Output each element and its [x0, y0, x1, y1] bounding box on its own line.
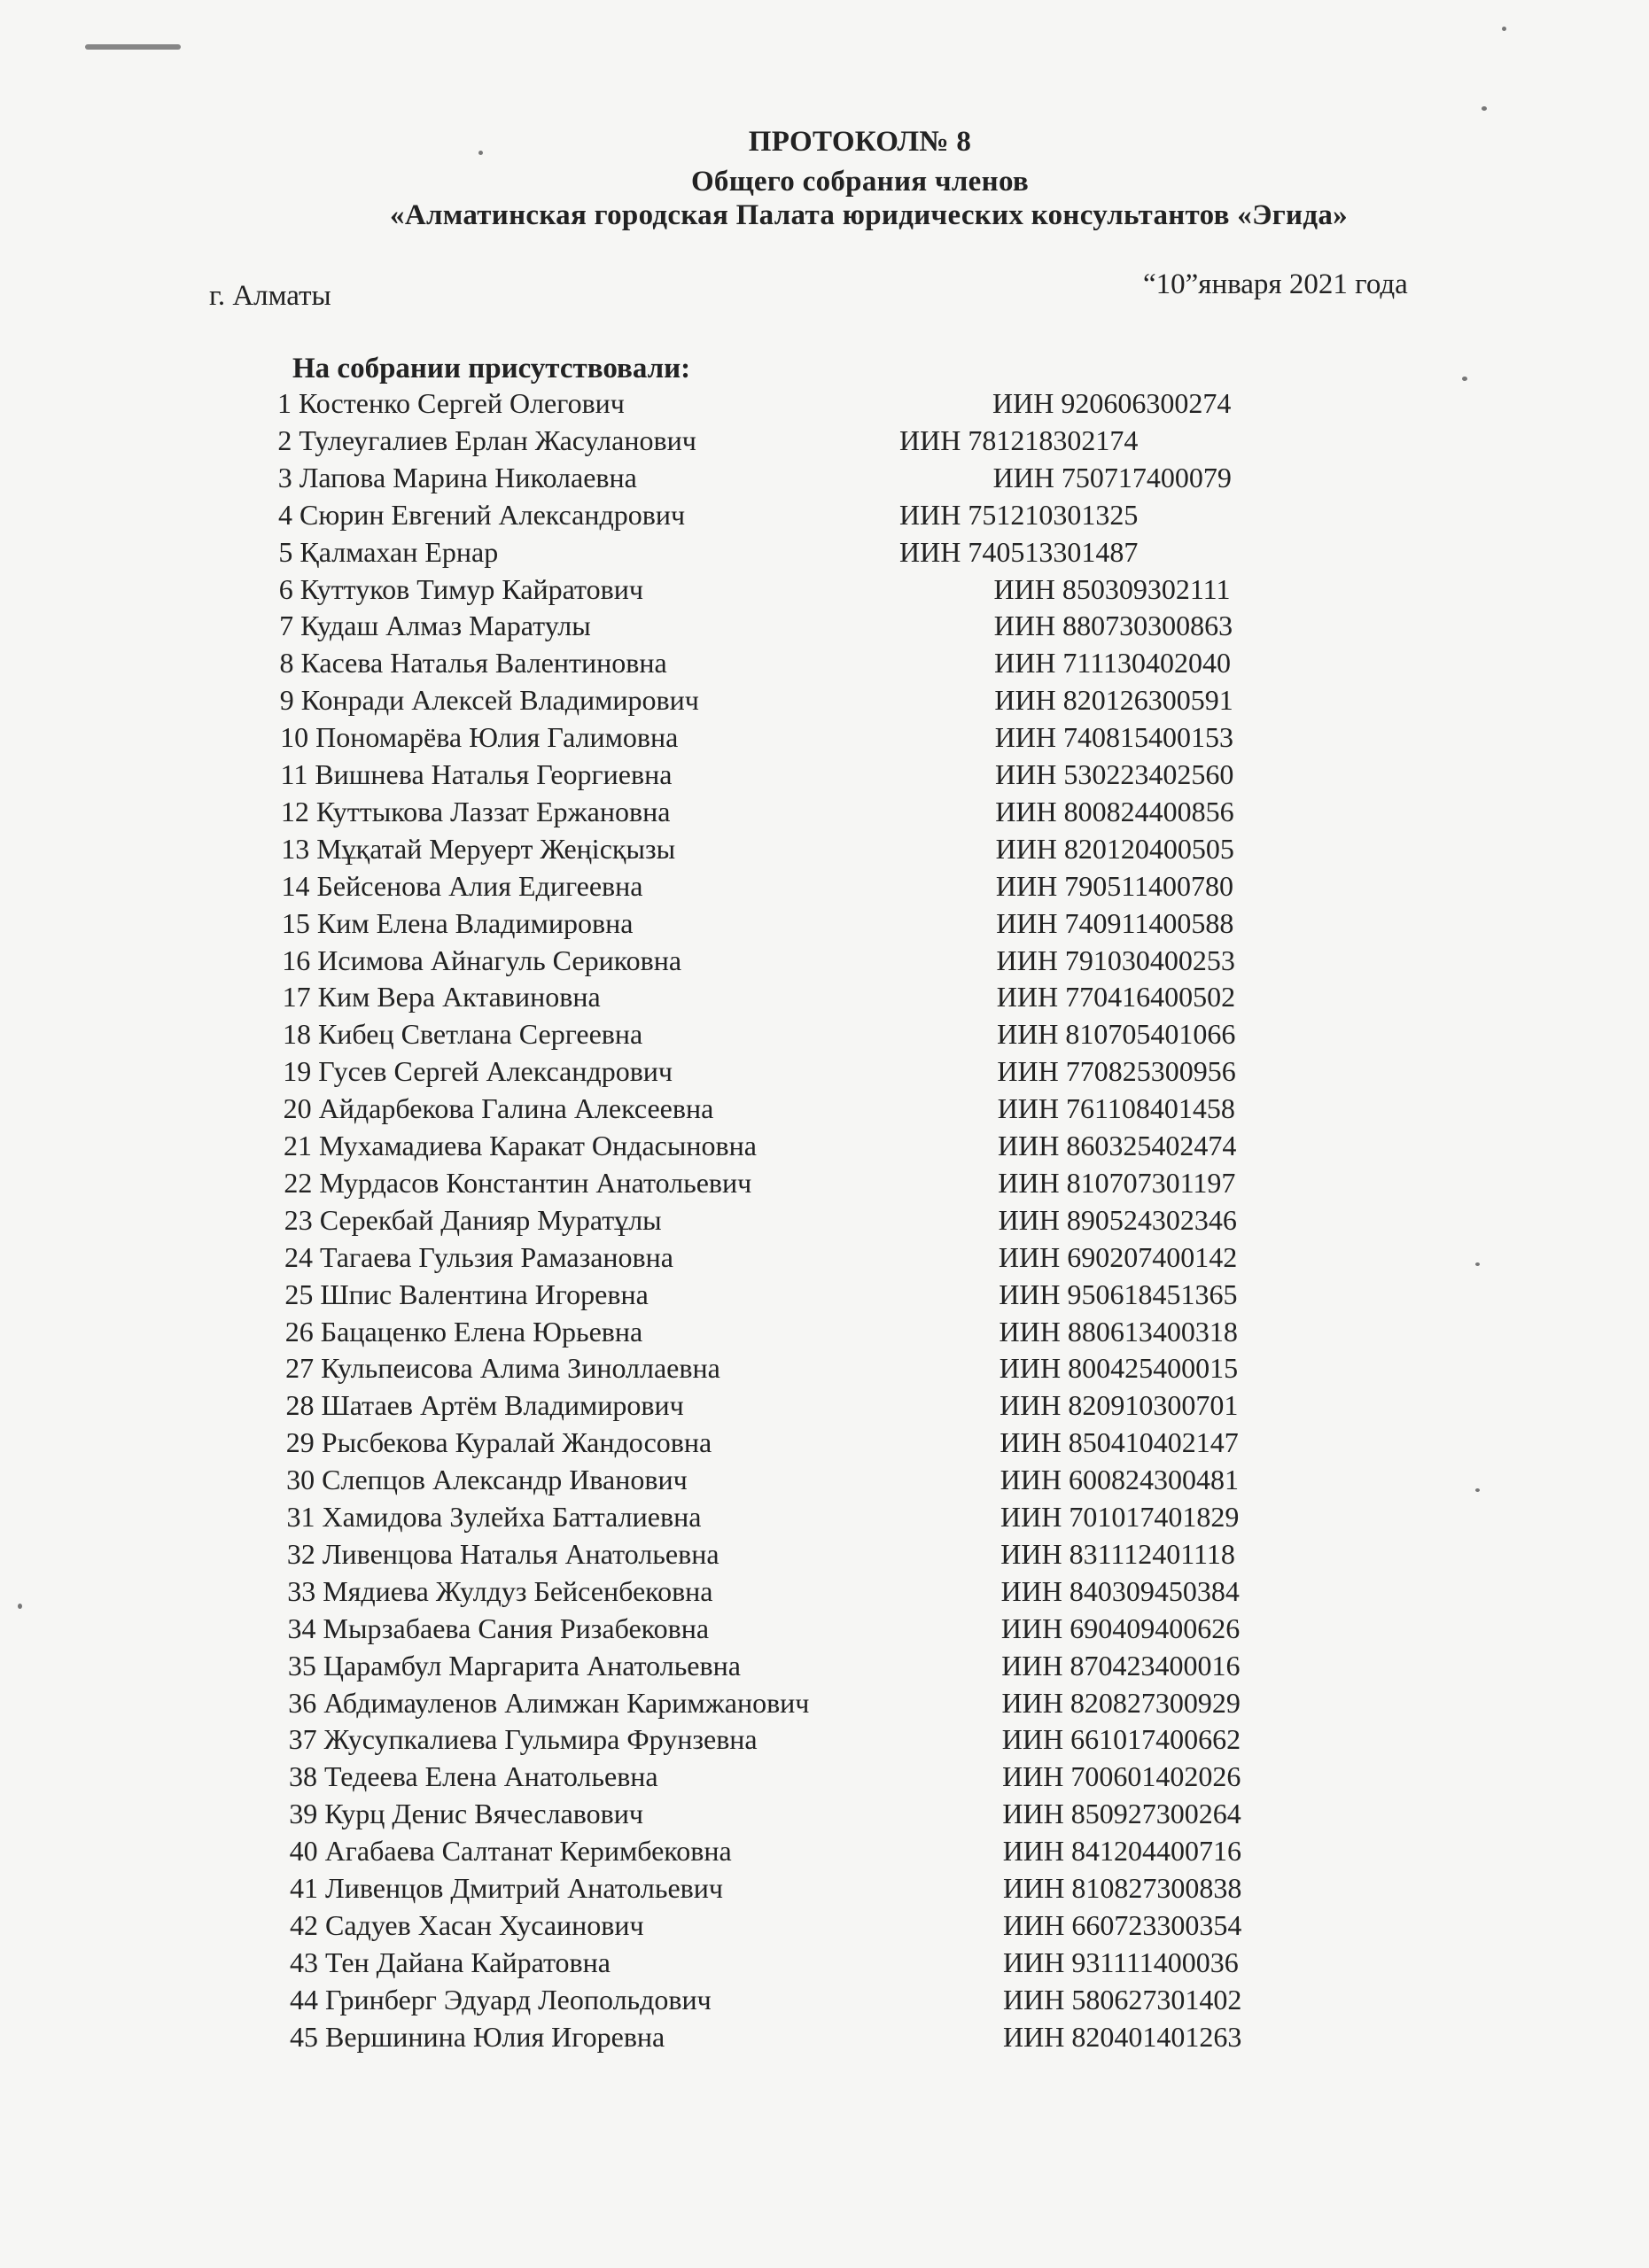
attendee-row	[279, 573, 1303, 609]
attendee-iin: ИИН 600824300481	[1000, 1464, 1240, 1496]
attendee-row	[289, 1723, 1303, 1759]
attendee-name: 17 Ким Вера Актавиновна	[282, 981, 601, 1014]
attendee-name: 30 Слепцов Александр Иванович	[286, 1464, 688, 1496]
attendee-row	[281, 833, 1303, 868]
attendee-row	[288, 1612, 1303, 1648]
attendee-row	[289, 1798, 1303, 1833]
attendee-row	[282, 907, 1303, 943]
attendee-iin: ИИН 700601402026	[1002, 1760, 1241, 1793]
attendee-iin: ИИН 690409400626	[1000, 1612, 1241, 1644]
attendee-name: 6 Куттуков Тимур Кайратович	[278, 572, 643, 605]
attendees-heading: На собрании присутствовали:	[292, 353, 691, 384]
attendee-row	[287, 1575, 1303, 1611]
attendee-iin: ИИН 701017401829	[1000, 1501, 1240, 1533]
attendee-name: 20 Айдарбекова Галина Алексеевна	[283, 1092, 714, 1125]
document-subtitle: Общего собрания членов	[690, 166, 1030, 198]
document-date: “10”января 2021 года	[1143, 268, 1408, 300]
attendee-name: 42 Садуев Хасан Хусаинович	[290, 1908, 644, 1941]
attendee-row	[286, 1464, 1303, 1499]
attendee-name: 25 Шпис Валентина Игоревна	[284, 1278, 649, 1310]
attendee-iin: ИИН 800824400856	[995, 795, 1234, 827]
attendee-iin: ИИН 840309450384	[1000, 1574, 1240, 1607]
attendee-iin: ИИН 750717400079	[992, 461, 1232, 493]
attendee-name: 44 Гринберг Эдуард Леопольдович	[290, 1983, 712, 2016]
attendee-iin: ИИН 530223402560	[995, 758, 1234, 790]
attendee-name: 32 Ливенцова Наталья Анатольевна	[286, 1537, 719, 1570]
attendee-row	[284, 1278, 1303, 1314]
attendee-iin: ИИН 580627301402	[1003, 1983, 1242, 2016]
attendee-name: 10 Пономарёва Юлия Галимовна	[280, 721, 679, 754]
attendee-iin: ИИН 920606300274	[992, 387, 1232, 419]
attendee-name: 26 Бацаценко Елена Юрьевна	[284, 1315, 643, 1348]
attendee-name: 7 Кудаш Алмаз Маратулы	[279, 610, 591, 642]
attendee-iin: ИИН 761108401458	[997, 1092, 1235, 1125]
attendee-row	[285, 1389, 1303, 1425]
city-label: г. Алматы	[209, 280, 331, 312]
attendee-iin: ИИН 791030400253	[996, 944, 1235, 976]
attendee-row	[284, 1167, 1303, 1202]
attendee-row	[278, 536, 1303, 571]
attendee-name: 5 Қалмахан Ернар	[278, 535, 499, 568]
attendee-row	[283, 1055, 1303, 1091]
attendee-iin: ИИН 850927300264	[1002, 1798, 1241, 1830]
attendee-row	[290, 2021, 1303, 2056]
attendee-iin: ИИН 950618451365	[999, 1278, 1238, 1310]
attendee-name: 40 Агабаева Салтанат Керимбековна	[289, 1835, 732, 1868]
attendee-name: 14 Бейсенова Алия Едигеевна	[281, 869, 643, 902]
attendee-iin: ИИН 820401401263	[1003, 2020, 1242, 2053]
attendee-row	[284, 1092, 1303, 1128]
attendee-iin: ИИН 810705401066	[997, 1018, 1236, 1051]
attendee-row	[287, 1501, 1303, 1536]
attendee-row	[278, 499, 1303, 534]
attendee-iin: ИИН 850410402147	[1000, 1426, 1239, 1459]
attendee-name: 41 Ливенцов Дмитрий Анатольевич	[290, 1872, 723, 1904]
attendee-iin: ИИН 820910300701	[1000, 1389, 1239, 1422]
attendee-iin: ИИН 931111400036	[1003, 1946, 1239, 1978]
attendee-name: 37 Жусупкалиева Гульмира Фрунзевна	[288, 1723, 758, 1756]
attendee-row	[286, 1426, 1303, 1462]
attendee-iin: ИИН 880613400318	[999, 1315, 1238, 1348]
attendee-name: 24 Тагаева Гульзия Рамазановна	[284, 1240, 673, 1273]
attendee-iin: ИИН 690207400142	[998, 1240, 1238, 1273]
attendee-iin: ИИН 740815400153	[994, 721, 1234, 754]
attendee-row	[285, 1316, 1303, 1351]
attendee-row	[290, 1984, 1303, 2019]
attendee-iin: ИИН 870423400016	[1001, 1649, 1241, 1682]
attendee-name: 1 Костенко Сергей Олегович	[277, 387, 625, 419]
attendee-name: 29 Рысбекова Куралай Жандосовна	[285, 1426, 712, 1459]
attendee-name: 11 Вишнева Наталья Георгиевна	[280, 758, 673, 790]
attendee-name: 31 Хамидова Зулейха Батталиевна	[286, 1501, 702, 1533]
attendee-name: 19 Гусев Сергей Александрович	[283, 1055, 673, 1088]
attendee-row	[284, 1204, 1303, 1239]
attendee-row	[281, 758, 1303, 794]
attendee-iin: ИИН 820120400505	[995, 832, 1234, 865]
attendee-name: 43 Тен Дайана Кайратовна	[290, 1946, 611, 1978]
attendee-row	[287, 1538, 1303, 1573]
attendee-row	[289, 1760, 1303, 1796]
attendee-row	[288, 1650, 1303, 1685]
attendee-row	[277, 387, 1303, 423]
organization-name: «Алматинская городская Палата юридических консультантов «Эгида»	[390, 199, 1348, 231]
attendee-name: 36 Абдимауленов Алимжан Каримжанович	[288, 1686, 810, 1719]
attendee-row	[280, 684, 1303, 719]
attendee-iin: ИИН 841204400716	[1002, 1835, 1242, 1868]
attendee-row	[277, 424, 1303, 460]
attendee-name: 9 Конради Алексей Владимирович	[279, 684, 699, 717]
attendee-iin: ИИН 660723300354	[1003, 1908, 1242, 1941]
attendee-name: 8 Касева Наталья Валентиновна	[279, 647, 667, 680]
attendee-row	[284, 1130, 1303, 1165]
attendee-row	[284, 1241, 1303, 1277]
attendee-iin: ИИН 740513301487	[898, 535, 1139, 568]
attendee-iin: ИИН 770825300956	[997, 1055, 1236, 1088]
attendee-name: 13 Мұқатай Меруерт Жеңісқызы	[281, 832, 676, 865]
attendee-name: 23 Серекбай Данияр Муратұлы	[284, 1203, 662, 1236]
attendee-name: 2 Тулеугалиев Ерлан Жасуланович	[277, 423, 696, 456]
attendee-row	[283, 1018, 1303, 1053]
attendee-iin: ИИН 850309302111	[993, 572, 1231, 605]
attendee-iin: ИИН 820827300929	[1001, 1686, 1241, 1719]
attendee-name: 39 Курц Денис Вячеславович	[289, 1798, 643, 1830]
attendee-iin: ИИН 810707301197	[998, 1166, 1236, 1199]
attendee-iin: ИИН 661017400662	[1001, 1723, 1241, 1756]
attendee-iin: ИИН 790511400780	[995, 869, 1234, 902]
attendee-iin: ИИН 711130402040	[994, 647, 1232, 680]
attendee-row	[288, 1687, 1303, 1722]
attendee-name: 27 Кульпеисова Алима Зиноллаевна	[285, 1352, 720, 1385]
attendee-name: 21 Мухамадиева Каракат Ондасыновна	[284, 1130, 757, 1161]
attendee-row	[278, 462, 1303, 497]
attendee-row	[290, 1909, 1303, 1945]
attendee-iin: ИИН 880730300863	[993, 610, 1233, 642]
attendee-row	[279, 647, 1303, 682]
attendee-iin: ИИН 800425400015	[999, 1352, 1239, 1385]
attendee-row	[290, 1872, 1303, 1907]
attendee-iin: ИИН 751210301325	[898, 498, 1139, 531]
attendee-iin: ИИН 810827300838	[1003, 1872, 1242, 1904]
attendee-name: 34 Мырзабаева Сания Ризабековна	[287, 1612, 710, 1644]
attendee-row	[281, 796, 1303, 831]
attendee-name: 33 Мядиева Жулдуз Бейсенбековна	[287, 1574, 713, 1607]
attendee-row	[283, 981, 1303, 1016]
attendee-name: 38 Тедеева Елена Анатольевна	[288, 1760, 658, 1793]
attendee-name: 22 Мурдасов Константин Анатольевич	[284, 1166, 752, 1199]
attendee-name: 45 Вершинина Юлия Игоревна	[290, 2020, 665, 2053]
attendee-iin: ИИН 890524302346	[998, 1203, 1237, 1236]
attendee-iin: ИИН 740911400588	[996, 906, 1234, 939]
attendee-row	[279, 610, 1303, 645]
attendee-row	[290, 1946, 1303, 1982]
attendee-iin: ИИН 831112401118	[1000, 1537, 1235, 1570]
attendee-name: 3 Лапова Марина Николаевна	[277, 461, 637, 493]
attendee-iin: ИИН 781218302174	[898, 423, 1139, 456]
attendee-row	[290, 1835, 1303, 1870]
attendee-row	[282, 870, 1303, 905]
attendee-iin: ИИН 770416400502	[996, 981, 1236, 1014]
attendee-name: 35 Царамбул Маргарита Анатольевна	[287, 1649, 741, 1682]
attendee-name: 4 Сюрин Евгений Александрович	[278, 498, 686, 531]
attendee-iin: ИИН 820126300591	[994, 684, 1233, 717]
attendee-row	[282, 944, 1303, 980]
attendee-name: 12 Куттыкова Лаззат Ержановна	[280, 795, 671, 827]
attendee-name: 15 Ким Елена Владимировна	[281, 906, 634, 939]
document-title: ПРОТОКОЛ№ 8	[748, 126, 972, 158]
attendee-name: 28 Шатаев Артём Владимирович	[285, 1389, 684, 1422]
attendee-name: 16 Исимова Айнагуль Сериковна	[282, 944, 682, 976]
attendee-row	[280, 721, 1303, 757]
attendee-name: 18 Кибец Светлана Сергеевна	[282, 1018, 643, 1051]
attendee-row	[285, 1352, 1303, 1387]
attendee-iin: ИИН 860325402474	[998, 1130, 1237, 1161]
